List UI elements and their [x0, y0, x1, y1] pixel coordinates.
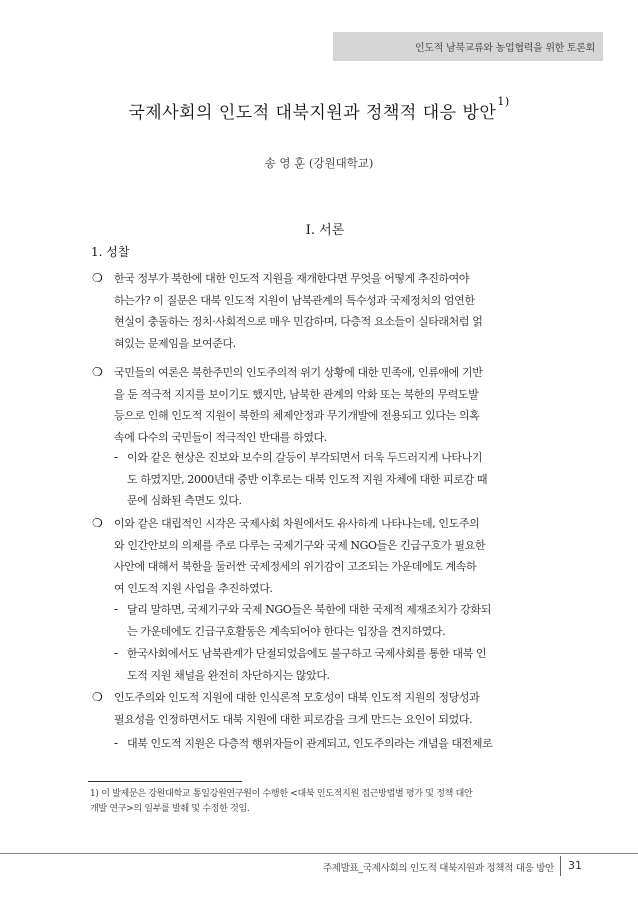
page-number-divider [560, 856, 561, 876]
paragraph-1 [92, 268, 562, 354]
subsection-heading: 1. 성찰 [91, 245, 130, 259]
running-header-bar [333, 32, 603, 61]
paragraph-6 [92, 643, 562, 686]
dash-bullet-icon: - [114, 450, 118, 464]
paragraph-text: 대북 인도적 지원은 다층적 행위자들이 관계되고, 인도주의라는 개념을 대전제로 [127, 737, 493, 750]
paragraph-text: 인도주의와 인도적 지원에 대한 인식론적 모호성이 대북 인도적 지원의 정당성과 필요성을 인정하면서도 대북 지원에 대한 피로감을 크게 만드는 요인이 되었다. [114, 691, 480, 726]
paragraph-text: 이와 같은 대립적인 시각은 국제사회 차원에서도 유사하게 나타나는데, 인도주의 와 인간안보의 의제를 주로 다루는 국제기구와 국제 NGO들은 긴급구호가 필요한 사안에 대해서 북한을 둘러싼 국제정세의 위기감이 고조되는 가운데에도 계속하 여 인도적 지원 사업을 추진하였다. [114, 517, 486, 595]
dash-bullet-icon: - [114, 736, 118, 750]
footnote-divider [88, 781, 242, 782]
paragraph-text: 이와 같은 현상은 진보와 보수의 갈등이 부각되면서 더욱 두드러지게 나타나기 도 하였지만, 2000년대 중반 이후로는 대북 인도적 지원 자체에 대한 피로감 때 문에 심화된 측면도 있다. [127, 451, 488, 507]
running-header-title: 인도적 남북교류와 농업협력을 위한 토론회 [415, 43, 595, 54]
running-footer: 주제발표_국제사회의 인도적 대북지원과 정책적 대응 방안 [322, 863, 554, 874]
paragraph-8 [92, 733, 562, 755]
paragraph-2 [92, 362, 562, 448]
paragraph-text: 국민들의 여론은 북한주민의 인도주의적 위기 상황에 대한 민족애, 인류애에 기반 을 둔 적극적 지지를 보이기도 했지만, 남북한 관계의 악화 또는 북한의 무력도발 등으로 인해 인도적 지원이 북한의 체제안정과 무기개발에 전용되고 있다는 의혹 속에 다수의 국민들이 적극적인 반대를 하였다. [114, 366, 483, 444]
footnote: 1) 이 발제문은 강원대학교 통일강원연구원이 수행한 <대북 인도적지원 접근방법별 평가 및 정책 대안 개발 연구>의 일부를 발췌 및 수정한 것임. [90, 789, 473, 814]
dash-bullet-icon: - [114, 646, 118, 660]
circle-bullet-icon: ❍ [92, 271, 103, 285]
paragraph-text: 달리 말하면, 국제기구와 국제 NGO들은 북한에 대한 국제적 제재조치가 강화되 는 가운데에도 긴급구호활동은 계속되어야 한다는 입장을 견지하였다. [127, 603, 491, 638]
paragraph-3 [92, 447, 562, 512]
paragraph-4 [92, 513, 562, 599]
circle-bullet-icon: ❍ [92, 365, 103, 379]
paper-title [0, 95, 638, 123]
title-footnote-mark: 1) [497, 95, 510, 109]
author-line: 송 영 훈 (강원대학교) [264, 156, 374, 170]
paragraph-5 [92, 599, 562, 642]
section-heading: I. 서론 [305, 223, 345, 238]
footer-divider [0, 853, 638, 854]
paragraph-text: 한국 정부가 북한에 대한 인도적 지원을 재개한다면 무엇을 어떻게 추진하여야 하는가? 이 질문은 대북 인도적 지원이 남북관계의 특수성과 국제정치의 엄연한 현실이 충돌하는 정치·사회적으로 매우 민감하며, 다층적 요소들이 실타래처럼 얽 혀있는 문제임을 보여준다. [114, 272, 483, 350]
page-number: 31 [568, 859, 582, 872]
circle-bullet-icon: ❍ [92, 690, 103, 704]
paragraph-7 [92, 687, 562, 730]
dash-bullet-icon: - [114, 602, 118, 616]
paper-title-text: 국제사회의 인도적 대북지원과 정책적 대응 방안 [128, 103, 497, 123]
circle-bullet-icon: ❍ [92, 516, 103, 530]
paragraph-text: 한국사회에서도 남북관계가 단절되었음에도 불구하고 국제사회를 통한 대북 인 도적 지원 채널을 완전히 차단하지는 않았다. [127, 647, 487, 682]
